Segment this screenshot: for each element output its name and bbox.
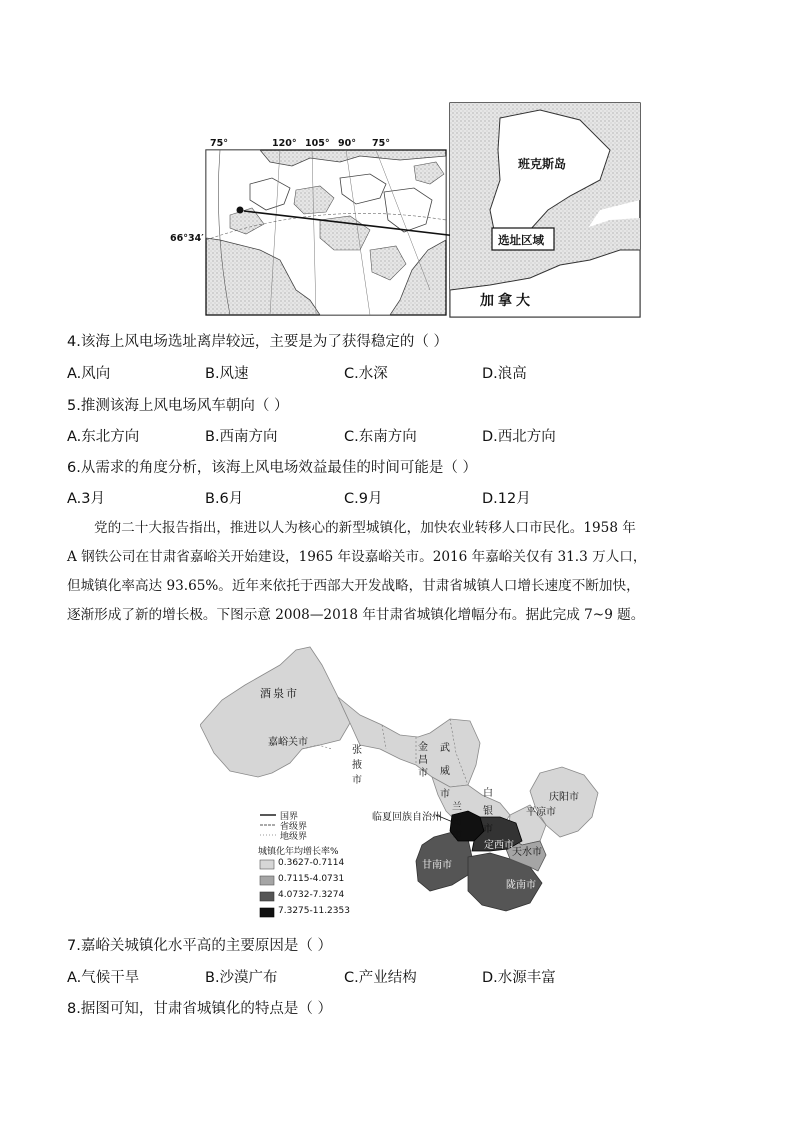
- city-label-zhangye: 张掖市: [352, 745, 362, 786]
- legend-line-province: 省级界: [280, 822, 308, 832]
- passage-line: A 钢铁公司在甘肃省嘉峪关开始建设，1965 年设嘉峪关市。2016 年嘉峪关仅有 31.3 万人口，: [67, 549, 647, 565]
- city-label-jiayuguan: 嘉峪关市: [268, 737, 308, 748]
- option-d[interactable]: D.水源丰富: [482, 970, 556, 986]
- option-c[interactable]: C.水深: [344, 366, 388, 382]
- city-label-baiyin: 白银市: [483, 788, 493, 835]
- site-marker: [237, 207, 244, 214]
- inset-island-label: 班克斯岛: [518, 157, 567, 171]
- degree-label: 120°: [272, 138, 297, 149]
- question-stem: 8.据图可知，甘肃省城镇化的特点是（ ）: [67, 1001, 332, 1017]
- latitude-label: 66°34′: [170, 233, 204, 244]
- question-stem: 4.该海上风电场选址离岸较远，主要是为了获得稳定的（ ）: [67, 334, 448, 350]
- legend-line-prefecture: 地级界: [280, 832, 308, 842]
- option-b[interactable]: B.沙漠广布: [205, 970, 278, 986]
- city-label-linxia: 临夏回族自治州: [372, 812, 442, 823]
- option-d[interactable]: D.12月: [482, 491, 531, 507]
- region-jiuquan: [200, 647, 350, 777]
- degree-label: 90°: [338, 138, 356, 149]
- option-a[interactable]: A.东北方向: [67, 429, 140, 445]
- legend-class-label: 7.3275-11.2353: [278, 906, 350, 916]
- option-b[interactable]: B.6月: [205, 491, 244, 507]
- city-label-dingxi: 定西市: [484, 840, 514, 851]
- inset-site-label: 选址区域: [498, 233, 544, 247]
- degree-label: 105°: [305, 138, 330, 149]
- option-d[interactable]: D.浪高: [482, 366, 527, 382]
- option-a[interactable]: A.风向: [67, 366, 111, 382]
- question-stem: 5.推测该海上风电场风车朝向（ ）: [67, 398, 289, 414]
- option-b[interactable]: B.风速: [205, 366, 249, 382]
- city-label-lanzhou: 兰州市: [452, 802, 462, 841]
- city-label-tianshui: 天水市: [512, 847, 542, 858]
- legend-class-label: 4.0732-7.3274: [278, 890, 345, 900]
- gansu-map-figure: [200, 645, 600, 920]
- city-label-qingyang: 庆阳市: [549, 792, 579, 803]
- passage-line: 但城镇化率高达 93.65%。近年来依托于西部大开发战略，甘肃省城镇人口增长速度不断加快，: [67, 578, 640, 594]
- legend-class-label: 0.7115-4.0731: [278, 874, 345, 884]
- degree-label: 75°: [210, 138, 228, 149]
- option-c[interactable]: C.产业结构: [344, 970, 417, 986]
- city-label-wuwei: 武威市: [440, 743, 450, 800]
- option-c[interactable]: C.东南方向: [344, 429, 417, 445]
- degree-label: 75°: [372, 138, 390, 149]
- city-label-pingliang: 平凉市: [526, 807, 556, 818]
- option-b[interactable]: B.西南方向: [205, 429, 278, 445]
- option-a[interactable]: A.气候干旱: [67, 970, 140, 986]
- passage-line: 逐渐形成了新的增长极。下图示意 2008—2018 年甘肃省城镇化增幅分布。据此完成 7~9 题。: [67, 607, 645, 623]
- inset-country-label: 加拿大: [480, 293, 534, 309]
- city-label-jinchang: 金昌市: [418, 742, 428, 779]
- city-label-jiuquan: 酒泉市: [260, 687, 299, 700]
- legend-line-national: 国界: [280, 812, 299, 822]
- question-stem: 7.嘉峪关城镇化水平高的主要原因是（ ）: [67, 938, 332, 954]
- city-label-gannan: 甘南市: [422, 860, 452, 871]
- legend-class-label: 0.3627-0.7114: [278, 858, 345, 868]
- option-d[interactable]: D.西北方向: [482, 429, 556, 445]
- city-label-longnan: 陇南市: [506, 880, 536, 891]
- option-a[interactable]: A.3月: [67, 491, 105, 507]
- arctic-map-figure: [170, 100, 645, 320]
- passage-line: 党的二十大报告指出，推进以人为核心的新型城镇化，加快农业转移人口市民化。1958 年: [94, 520, 636, 536]
- legend-title: 城镇化年均增长率%: [258, 847, 339, 857]
- question-stem: 6.从需求的角度分析，该海上风电场效益最佳的时间可能是（ ）: [67, 460, 477, 476]
- option-c[interactable]: C.9月: [344, 491, 383, 507]
- arctic-map: [200, 100, 645, 320]
